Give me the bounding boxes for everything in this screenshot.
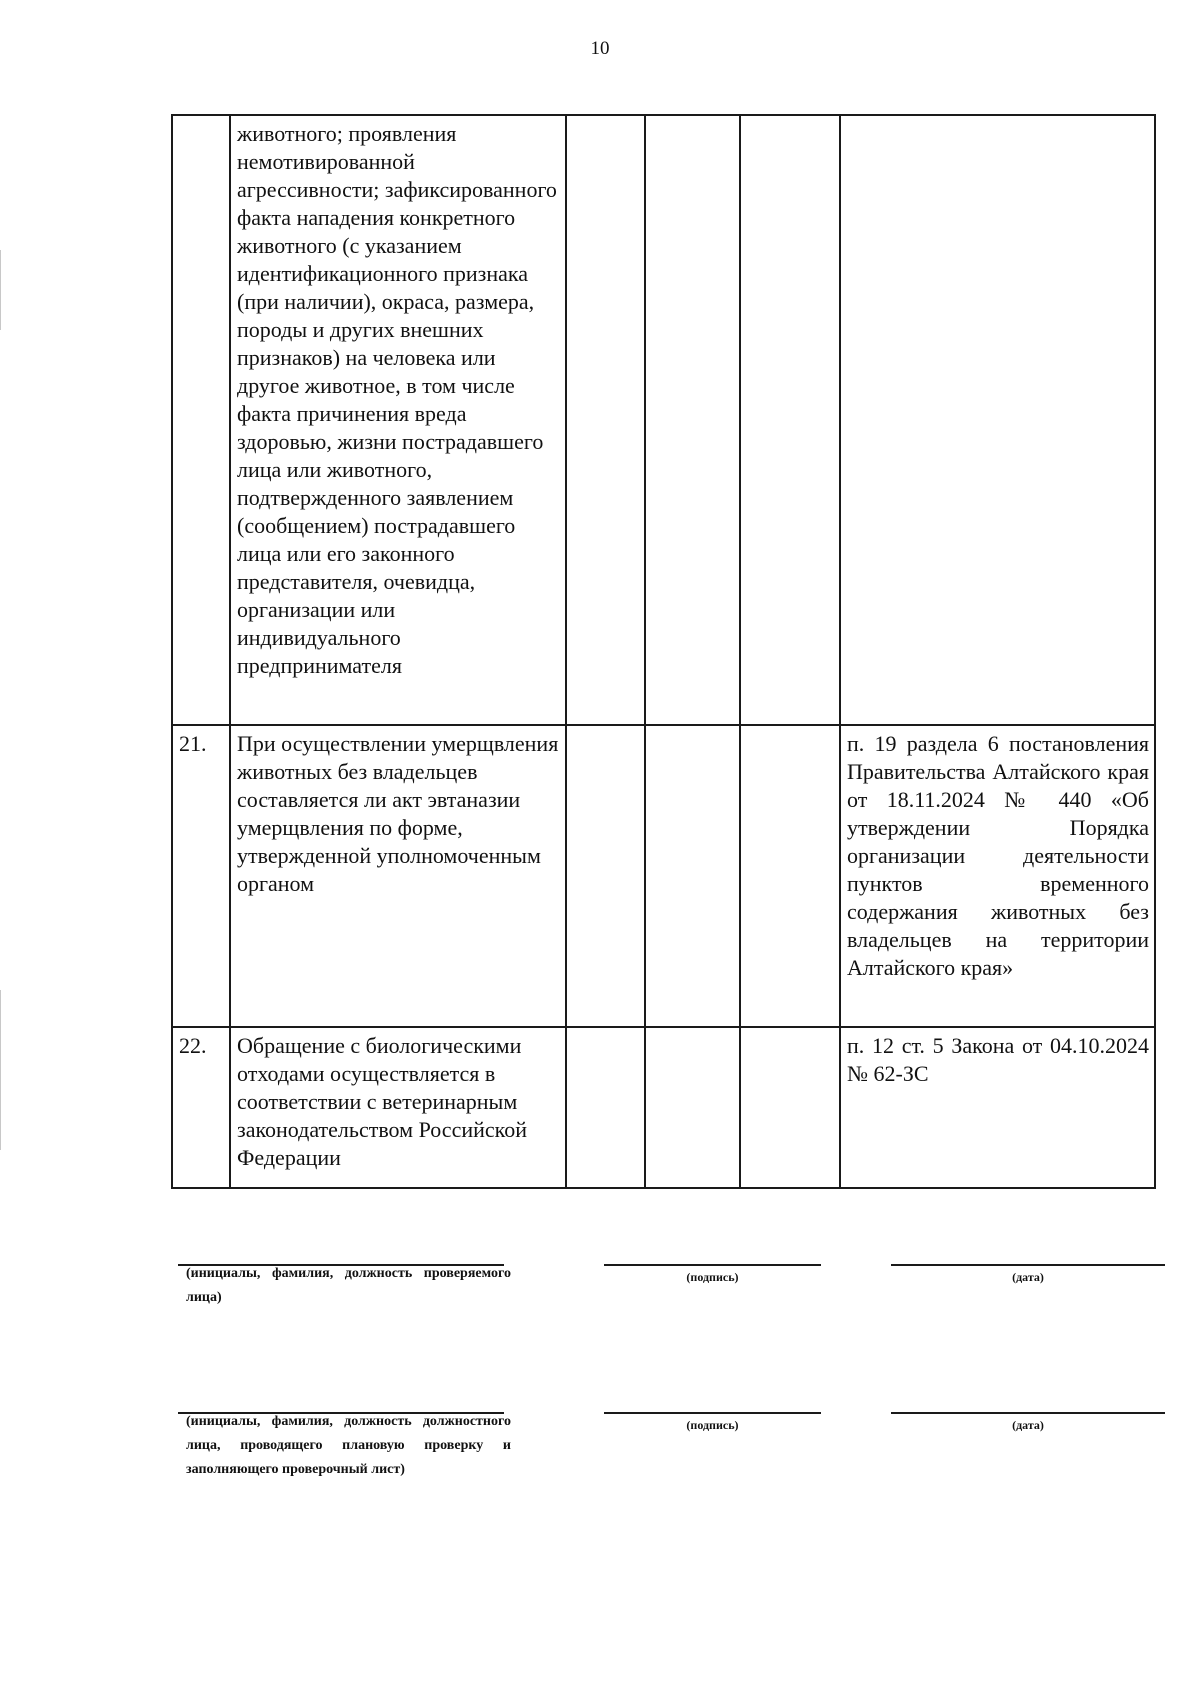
inspector-caption: (инициалы, фамилия, должность должностного лица, проводящего плановую проверку и заполняющего проверочный лист) xyxy=(186,1414,511,1477)
answer-no-cell xyxy=(645,115,740,725)
answer-na-cell xyxy=(740,115,840,725)
scan-edge-mark xyxy=(0,250,1,330)
answer-na-cell xyxy=(740,725,840,1027)
table-row xyxy=(172,115,1155,725)
answer-na-cell xyxy=(740,1027,840,1188)
answer-yes-cell xyxy=(566,725,645,1027)
legal-basis: п. 12 ст. 5 Закона от 04.10.2024 № 62-ЗС xyxy=(840,1027,1155,1188)
row-number xyxy=(172,115,230,725)
signature-caption: (подпись) xyxy=(686,1270,739,1284)
answer-yes-cell xyxy=(566,115,645,725)
signature-caption: (подпись) xyxy=(686,1418,739,1432)
question-text: При осуществлении умерщвления животных без владельцев составляется ли акт эвтаназии умерщвления по форме, утвержденной уполномоченным органом xyxy=(230,725,566,1027)
date-caption: (дата) xyxy=(1012,1418,1044,1432)
question-text: животного; проявления немотивированной агрессивности; зафиксированного факта нападения конкретного животного (с указанием идентификационного признака (при наличии), окраса, размера, породы и других внешних признаков) на человека или другое животное, в том числе факта причинения вреда здоровью, жизни пострадавшего лица или животного, подтвержденного заявлением (сообщением) пострадавшего лица или его законного представителя, очевидца, организации или индивидуального предпринимателя xyxy=(230,115,566,725)
table-row xyxy=(172,725,1155,1027)
row-number: 22. xyxy=(172,1027,230,1188)
inspected-person-caption: (инициалы, фамилия, должность проверяемого лица) xyxy=(186,1266,511,1305)
date-line xyxy=(891,1412,1165,1414)
scan-edge-mark xyxy=(0,990,1,1150)
legal-basis: п. 19 раздела 6 постановления Правительства Алтайского края от 18.11.2024 № 440 «Об утверждении Порядка организации деятельности пунктов временного содержания животных без владельцев на территории Алтайского края» xyxy=(840,725,1155,1027)
date-line xyxy=(891,1264,1165,1266)
answer-yes-cell xyxy=(566,1027,645,1188)
table-row xyxy=(172,1027,1155,1188)
question-text: Обращение с биологическими отходами осуществляется в соответствии с ветеринарным законодательством Российской Федерации xyxy=(230,1027,566,1188)
date-caption: (дата) xyxy=(1012,1270,1044,1284)
signature-line xyxy=(604,1264,821,1266)
page-number: 10 xyxy=(590,38,610,59)
row-number: 21. xyxy=(172,725,230,1027)
signature-line xyxy=(604,1412,821,1414)
answer-no-cell xyxy=(645,725,740,1027)
legal-basis xyxy=(840,115,1155,725)
checklist-table xyxy=(171,114,1156,1189)
answer-no-cell xyxy=(645,1027,740,1188)
